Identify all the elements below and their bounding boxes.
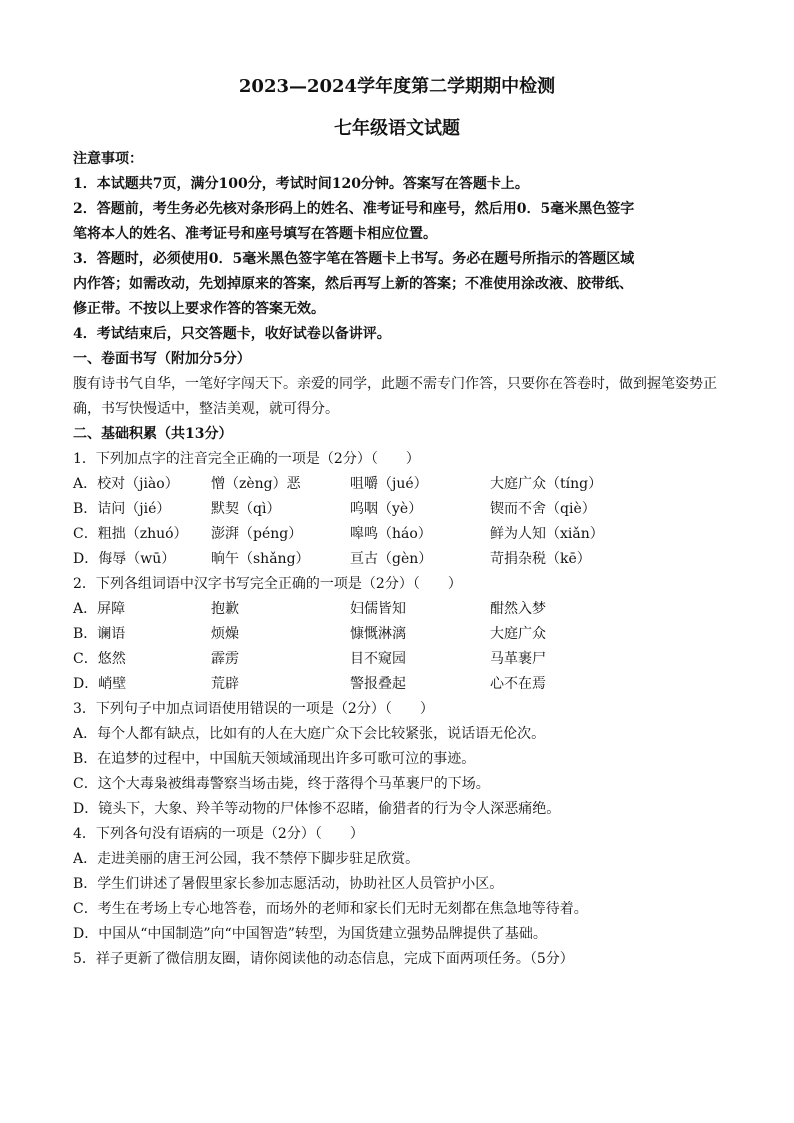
q4-option: B．学生们讲述了暑假里家长参加志愿活动，协助社区人员管护小区。 xyxy=(73,876,504,892)
q2-option-d xyxy=(73,672,723,697)
section1-heading: 一、卷面书写（附加分5分） xyxy=(73,351,251,367)
exam-title: 2023—2024学年度第二学期期中检测 xyxy=(238,76,556,97)
option-cell: 慷慨淋漓 xyxy=(350,626,406,642)
option-cell: 晌午（shǎng） xyxy=(211,551,310,567)
notice-item: 修正带。不按以上要求作答的答案无效。 xyxy=(73,301,325,317)
q2-option-c xyxy=(73,647,723,672)
option-cell: 苛捐杂税（kē） xyxy=(490,551,591,567)
option-cell: 酣然入梦 xyxy=(490,601,546,617)
q1-option-b xyxy=(73,497,723,522)
q4-option: A．走进美丽的唐王河公园，我不禁停下脚步驻足欣赏。 xyxy=(73,851,420,867)
q3-option: A．每个人都有缺点，比如有的人在大庭广众下会比较紧张，说话语无伦次。 xyxy=(73,726,546,742)
section1-text: 腹有诗书气自华，一笔好字闯天下。亲爱的同学，此题不需专门作答，只要你在答卷时，做到握笔姿势正 xyxy=(73,376,717,392)
option-cell: D．峭壁 xyxy=(73,676,127,692)
notice-item: 4．考试结束后，只交答题卡，收好试卷以备讲评。 xyxy=(73,326,391,342)
option-cell: A．校对（jiào） xyxy=(73,476,179,492)
section1-text: 确，书写快慢适中，整洁美观，就可得分。 xyxy=(73,401,339,417)
option-cell: 目不窥园 xyxy=(350,651,406,667)
option-cell: 霹雳 xyxy=(211,651,239,667)
notice-item: 笔将本人的姓名、准考证号和座号填写在答题卡相应位置。 xyxy=(73,226,437,242)
option-cell: C．悠然 xyxy=(73,651,126,667)
option-cell: A．屏障 xyxy=(73,601,126,617)
option-cell: D．侮辱（wū） xyxy=(73,551,176,567)
option-cell: 马革裹尸 xyxy=(490,651,546,667)
option-cell: 荒辟 xyxy=(211,676,239,692)
q2-option-a xyxy=(73,597,723,622)
q4-option: D．中国从“中国制造”向“中国智造”转型，为国货建立强势品牌提供了基础。 xyxy=(73,926,547,942)
option-cell: 心不在焉 xyxy=(490,676,546,692)
option-cell: 鲜为人知（xiǎn） xyxy=(490,526,604,542)
option-cell: 咀嚼（jué） xyxy=(350,476,428,492)
option-cell: 亘古（gèn） xyxy=(350,551,433,567)
notice-item: 内作答；如需改动，先划掉原来的答案，然后再写上新的答案；不准使用涂改液、胶带纸、 xyxy=(73,276,633,292)
option-cell: C．粗拙（zhuó） xyxy=(73,526,188,542)
notice-item: 2．答题前，考生务必先核对条形码上的姓名、准考证号和座号，然后用0．5毫米黑色签字 xyxy=(73,201,635,217)
section2-heading: 二、基础积累（共13分） xyxy=(73,426,233,442)
q2-option-b xyxy=(73,622,723,647)
notice-heading: 注意事项： xyxy=(73,151,143,167)
q3-option: B．在追梦的过程中，中国航天领域涌现出许多可歌可泣的事迹。 xyxy=(73,751,476,767)
option-cell: 呜咽（yè） xyxy=(350,501,423,517)
q1-option-d xyxy=(73,547,723,572)
option-cell: 嗥鸣（háo） xyxy=(350,526,432,542)
question-3-stem: 3．下列句子中加点词语使用错误的一项是（2分）（ ） xyxy=(73,701,434,717)
exam-subtitle: 七年级语文试题 xyxy=(334,118,460,139)
option-cell: 默契（qì） xyxy=(211,501,281,517)
question-1-stem: 1．下列加点字的注音完全正确的一项是（2分）（ ） xyxy=(73,451,420,467)
q1-option-a xyxy=(73,472,723,497)
q1-option-c xyxy=(73,522,723,547)
option-cell: B．谰语 xyxy=(73,626,126,642)
option-cell: 妇儒皆知 xyxy=(350,601,406,617)
q3-option: C．这个大毒枭被缉毒警察当场击毙，终于落得个马革裹尸的下场。 xyxy=(73,776,490,792)
option-cell: 锲而不舍（qiè） xyxy=(490,501,596,517)
option-cell: 澎湃（péng） xyxy=(211,526,303,542)
question-5-stem: 5．祥子更新了微信朋友圈，请你阅读他的动态信息，完成下面两项任务。（5分） xyxy=(73,951,574,967)
option-cell: 大庭广众 xyxy=(490,626,546,642)
question-2-stem: 2．下列各组词语中汉字书写完全正确的一项是（2分）（ ） xyxy=(73,576,462,592)
option-cell: 警报叠起 xyxy=(350,676,406,692)
q3-option: D．镜头下，大象、羚羊等动物的尸体惨不忍睹，偷猎者的行为令人深恶痛绝。 xyxy=(73,801,561,817)
option-cell: 憎（zèng）恶 xyxy=(211,476,301,492)
q4-option: C．考生在考场上专心地答卷，而场外的老师和家长们无时无刻都在焦急地等待着。 xyxy=(73,901,588,917)
option-cell: 烦燥 xyxy=(211,626,239,642)
question-4-stem: 4．下列各句没有语病的一项是（2分）（ ） xyxy=(73,826,364,842)
option-cell: 大庭广众（tíng） xyxy=(490,476,603,492)
option-cell: 抱歉 xyxy=(211,601,239,617)
option-cell: B．诘问（jié） xyxy=(73,501,171,517)
notice-item: 3．答题时，必须使用0．5毫米黑色签字笔在答题卡上书写。务必在题号所指示的答题区域 xyxy=(73,251,635,267)
exam-body xyxy=(73,147,723,972)
notice-item: 1．本试题共7页，满分100分，考试时间120分钟。答案写在答题卡上。 xyxy=(73,176,529,192)
